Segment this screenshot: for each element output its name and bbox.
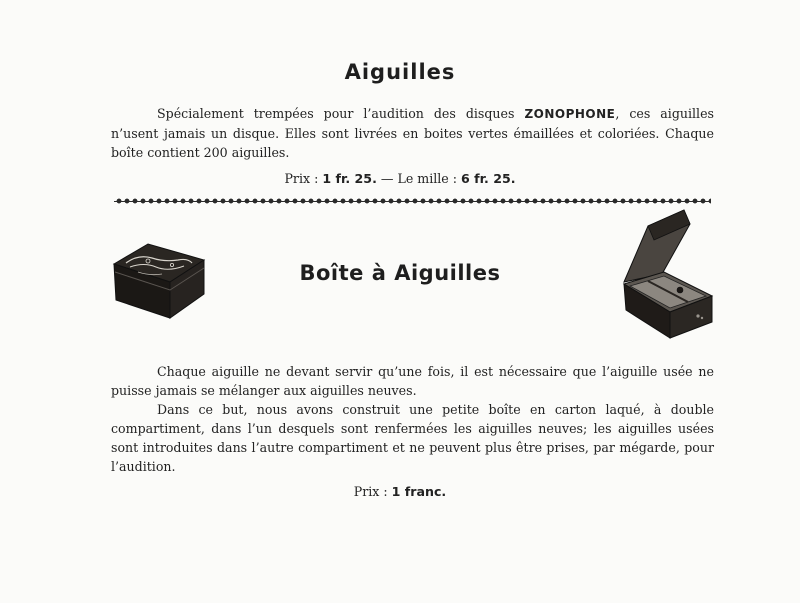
boite-description-1: Chaque aiguille ne devant servir qu’une fois, il est nécessaire que l’aiguille usée ne puisse jamais se mélanger aux aiguilles neuves. bbox=[111, 364, 714, 398]
boite-price: 1 franc. bbox=[391, 484, 447, 499]
unit-price: 1 fr. 25. bbox=[322, 171, 377, 186]
aiguilles-price-line bbox=[0, 171, 800, 186]
bulk-price: 6 fr. 25. bbox=[461, 171, 516, 186]
price-separator: — Le mille : bbox=[376, 171, 462, 186]
boite-price-line bbox=[0, 484, 800, 499]
section-title-boite-a-aiguilles: Boîte à Aiguilles bbox=[299, 261, 501, 285]
aiguilles-description bbox=[111, 104, 714, 162]
price-label: Prix : bbox=[284, 171, 323, 186]
ornamental-divider bbox=[114, 196, 711, 206]
section-title-aiguilles: Aiguilles bbox=[344, 60, 456, 84]
price-label: Prix : bbox=[353, 484, 392, 499]
boite-description-2: Dans ce but, nous avons construit une petite boîte en carton laqué, à double compartiment, dans l’un desquels sont renfermées les aiguilles neuves; les aiguilles usées sont introduites dans l’autre compartiment et ne peuvent plus être prises, par mégarde, pour l’audition. bbox=[111, 402, 714, 474]
description-text-end: , ces aiguilles n’usent jamais un disque. Elles sont livrées en boites vertes émaillées et coloriées. Chaque boîte contient 200 aiguilles. bbox=[111, 106, 714, 160]
brand-name: ZONOPHONE bbox=[524, 107, 616, 121]
description-text-start: Spécialement trempées pour l’audition des disques bbox=[157, 106, 525, 121]
